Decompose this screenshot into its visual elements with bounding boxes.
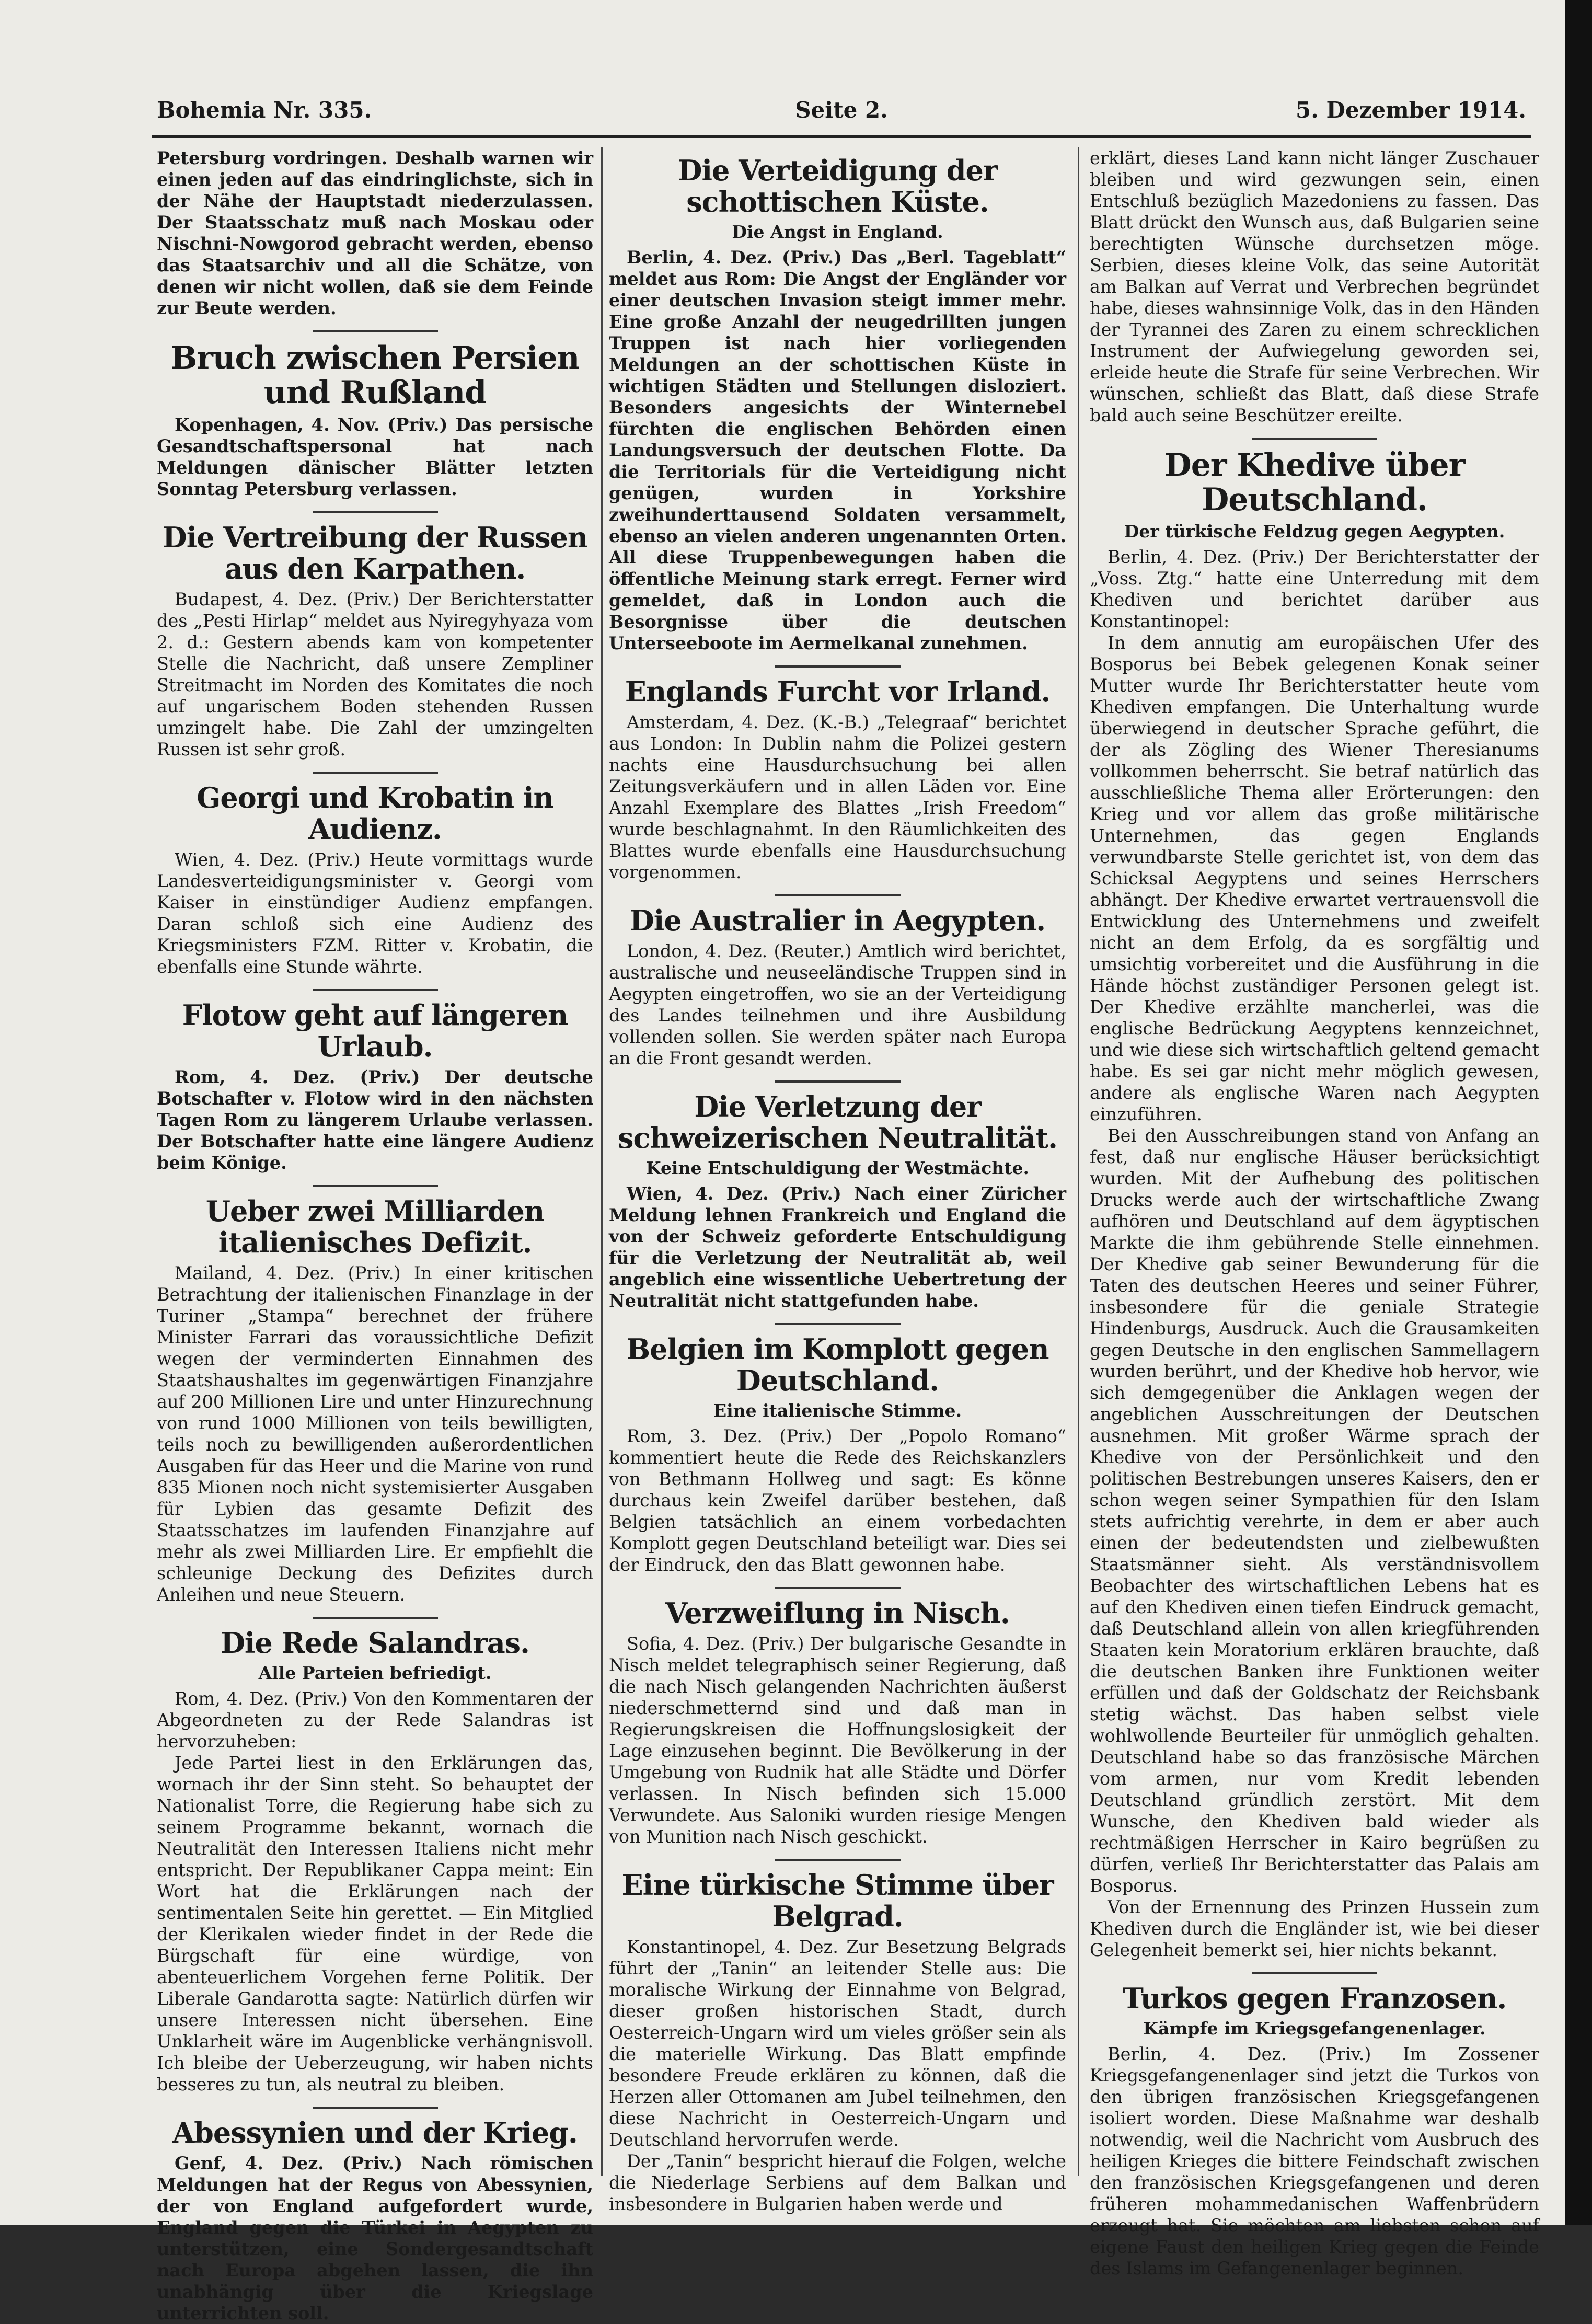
- article-headline: Belgien im Komplott gegen Deutschland.: [626, 1332, 1049, 1397]
- article-headline: Ueber zwei Milliarden italienisches Defizit.: [205, 1194, 545, 1259]
- article-body: Der „Tanin“ bespricht hierauf die Folgen, welche die Niederlage Serbiens auf dem Balkan und insbesondere in Bulgarien haben werde und: [609, 2151, 1066, 2214]
- article-body: Rom, 4. Dez. (Priv.) Von den Kommentaren der Abgeordneten zu der Rede Salandras ist hervorzuheben:: [157, 1688, 593, 1752]
- article-separator: [775, 665, 901, 668]
- article-subheadline: Keine Entschuldigung der Westmächte.: [645, 1158, 1030, 1178]
- article-headline: Bruch zwischen Persien und Rußland: [170, 340, 580, 411]
- article-body: Berlin, 4. Dez. (Priv.) Im Zossener Kriegsgefangenenlager sind jetzt die Turkos von den übrigen französischen Kriegsgefangenen isoliert worden. Diese Maßnahme war deshalb notwendig, weil die Nachricht vom Ausbruch des heiligen Krieges die bittere Feindschaft zwischen den französischen Kriegsgefangenen und deren früheren mohammedanischen Waffenbrüdern erzeugt hat. Sie möchten am liebsten schon auf eigene Faust den heiligen Krieg gegen die Feinde des Islams im Gefangenenlager beginnen.: [1090, 2044, 1539, 2279]
- article-body: Mailand, 4. Dez. (Priv.) In einer kritischen Betrachtung der italienischen Finanzlage in der Turiner „Stampa“ berechnet der frühere Minister Farrari das voraussichtliche Defizit wegen der verminderten Einnahmen des Staatshaushaltes im gegenwärtigen Finanzjahre auf 200 Millionen Lire und unter Hinzurechnung von rund 1000 Millionen von teils bewilligten, teils noch zu bewilligenden außerordentlichen Ausgaben für das Heer und die Marine von rund 835 Mionen noch nicht systemisierter Ausgaben für Lybien das gesamte Defizit des Staatsschatzes im laufenden Finanzjahre auf mehr als zwei Milliarden Lire. Er empfiehlt die schleunige Deckung des Defizites durch Anleihen und neue Steuern.: [157, 1263, 593, 1605]
- article-separator: [313, 989, 438, 991]
- article-headline: Georgi und Krobatin in Audienz.: [197, 781, 553, 846]
- article-body: London, 4. Dez. (Reuter.) Amtlich wird berichtet, australische und neuseeländische Truppen sind in Aegypten eingetroffen, wo sie an der Verteidigung des Landes teilnehmen und ihre Ausbildung vollenden sollen. Sie werden später nach Europa an die Front gesandt werden.: [609, 941, 1066, 1068]
- scan-edge: [1565, 0, 1592, 2225]
- article-body: Wien, 4. Dez. (Priv.) Nach einer Züricher Meldung lehnen Frankreich und England die von der Schweiz geforderte Entschuldigung für die Verletzung der Neutralität ab, weil angeblich eine wissentliche Uebertretung der Neutralität nicht stattgefunden habe.: [609, 1183, 1066, 1311]
- page-number: Seite 2.: [795, 97, 888, 123]
- article-headline: Englands Furcht vor Irland.: [625, 675, 1051, 708]
- article-headline: Die Vertreibung der Russen aus den Karpathen.: [162, 521, 588, 585]
- article-body: Sofia, 4. Dez. (Priv.) Der bulgarische Gesandte in Nisch meldet telegraphisch seiner Regierung, daß die nach Nisch gelangenden Nachrichten äußerst niederschmetternd sind und daß man in Regierungskreisen die Hoffnungslosigkeit der Lage einzusehen beginnt. Die Bevölkerung in der Umgebung von Rudnik hat alle Städte und Dörfer verlassen. In Nisch befinden sich 15.000 Verwundete. Aus Saloniki wurden riesige Mengen von Munition nach Nisch geschickt.: [609, 1633, 1066, 1847]
- article-separator: [775, 1080, 901, 1083]
- article-headline: Turkos gegen Franzosen.: [1122, 1982, 1507, 2015]
- header-rule: [152, 135, 1531, 138]
- article-body: Bei den Ausschreibungen stand von Anfang an fest, daß nur englische Häuser berücksichtigt wurden. Mit der Aufhebung des politischen Drucks werde auch der wirtschaftliche Zwang aufhören und Deutschland auf dem ägyptischen Markte die ihm gebührende Stelle einnehmen. Der Khedive gab seiner Bewunderung für die Taten des deutschen Heeres und seiner Führer, insbesondere für die geniale Strategie Hindenburgs, Ausdruck. Auch die Grausamkeiten gegen Deutsche in den englischen Sammellagern wurden berührt, und der Khedive hob hervor, wie sich demgegenüber die Anklagen wegen der angeblichen Ausschreitungen der Deutschen ausnehmen. Mit großer Wärme sprach der Khedive von der Persönlichkeit und den politischen Bestrebungen unseres Kaisers, den er schon wegen seiner Sympathien für den Islam stets aufrichtig verehrte, in dem er aber auch einen der bedeutendsten und zielbewußten Staatsmänner sieht. Als verständnisvollem Beobachter des wirtschaftlichen Lebens hat es auf den Khediven einen tiefen Eindruck gemacht, daß Deutschland allein von allen kriegführenden Staaten kein Moratorium erklären brauchte, daß die deutschen Banken ihre Funktionen weiter erfüllen und daß der Goldschatz der Reichsbank stetig wächst. Das haben selbst viele wohlwollende Beurteiler für unmöglich gehalten. Deutschland habe so das französische Märchen vom armen, nur vom Kredit lebenden Deutschland gründlich zerstört. Mit dem Wunsche, den Khediven bald wieder als rechtmäßigen Herrscher in Kairo begrüßen zu dürfen, verließ Ihr Berichterstatter das Palais am Bosporus.: [1090, 1125, 1539, 1896]
- column-2: [609, 147, 1066, 2214]
- article-separator: [313, 1185, 438, 1187]
- article-subheadline: Die Angst in England.: [732, 222, 943, 242]
- article-separator: [313, 330, 438, 332]
- article-body: Berlin, 4. Dez. (Priv.) Das „Berl. Tageblatt“ meldet aus Rom: Die Angst der Engländer vor einer deutschen Invasion steigt immer mehr. Eine große Anzahl der neugedrillten jungen Truppen ist nach hier vorliegenden Meldungen an der schottischen Küste in wichtigen Städten und Stellungen disloziert. Besonders angesichts der Winternebel fürchten die englischen Behörden einen Landungsversuch der deutschen Flotte. Da die Territorials für die Verteidigung nicht genügen, wurden in Yorkshire zweihunderttausend Soldaten versammelt, ebenso an vielen anderen ungenannten Orten. All diese Truppenbewegungen haben die öffentliche Meinung stark erregt. Ferner wird gemeldet, daß in London auch die Besorgnisse über die deutschen Unterseeboote im Aermelkanal zunehmen.: [609, 247, 1066, 653]
- article-subheadline: Alle Parteien befriedigt.: [258, 1663, 492, 1683]
- article-body: In dem annutig am europäischen Ufer des Bosporus bei Bebek gelegenen Konak seiner Mutter wurde Ihr Berichterstatter heute vom Khediven empfangen. Die Unterhaltung wurde überwiegend in deutscher Sprache geführt, die der als Zögling des Wiener Theresianums vollkommen beherrscht. Sie betraf natürlich das ausschließliche Thema aller Erörterungen: den Krieg und vor allem das große militärische Unternehmen, das gegen Englands verwundbarste Stelle gerichtet ist, von dem das Schicksal Aegyptens und seines Herrschers abhängt. Der Khedive erwartet vertrauensvoll die Entwicklung des Unternehmens und zweifelt nicht an dem Erfolg, da es sorgfältig und umsichtig vorbereitet und die Ausführung in die Hände höchst zuständiger Personen gelegt ist. Der Khedive erzählte mancherlei, was die englische Bedrückung Aegyptens kennzeichnet, und wie diese sich wirtschaftlich geltend gemacht habe. Es sei gar nicht mehr möglich gewesen, andere als englische Waren nach Aegypten einzuführen.: [1090, 632, 1539, 1124]
- article-subheadline: Kämpfe im Kriegsgefangenenlager.: [1143, 2018, 1486, 2039]
- article-headline: Die Verteidigung der schottischen Küste.: [677, 154, 998, 218]
- article-separator: [775, 894, 901, 896]
- column-1: [157, 147, 593, 2323]
- article-body: Rom, 3. Dez. (Priv.) Der „Popolo Romano“ kommentiert heute die Rede des Reichskanzlers von Bethmann Hollweg und sagt: Es könne durchaus kein Zweifel darüber bestehen, daß Belgien tatsächlich an einem vorbedachten Komplott gegen Deutschland beteiligt war. Dies sei der Eindruck, den das Blatt gewonnen habe.: [609, 1426, 1066, 1575]
- article-continuation: erklärt, dieses Land kann nicht länger Zuschauer bleiben und wird gezwungen sein, einen Entschluß bezüglich Mazedoniens zu fassen. Das Blatt drückt den Wunsch aus, daß Bulgarien seine berechtigten Wünsche durchsetzen möge. Serbien, dieses kleine Volk, das seine Autorität am Balkan auf Verrat und Verbrechen begründet habe, dieses wahnsinnige Volk, das in den Händen der Tyrannei des Zaren zu einem schrecklichen Instrument der Aufwiegelung geworden sei, erleide heute die Strafe für seine Verbrechen. Wir wünschen, schließt das Blatt, daß diese Strafe bald auch seine Beschützer ereilte.: [1090, 148, 1539, 425]
- article-continuation: Petersburg vordringen. Deshalb warnen wir einen jeden auf das eindringlichste, sich in der Nähe der Hauptstadt niederzulassen. Der Staatsschatz muß nach Moskau oder Nischni-Nowgorod gebracht werden, ebenso das Staatsarchiv und all die Schätze, von denen wir nicht wollen, daß sie dem Feinde zur Beute werden.: [157, 148, 593, 318]
- article-body: Wien, 4. Dez. (Priv.) Heute vormittags wurde Landesverteidigungsminister v. Georgi vom Kaiser in einstündiger Audienz empfangen. Daran schloß sich eine Audienz des Kriegsministers FZM. Ritter v. Krobatin, die ebenfalls eine Stunde währte.: [157, 849, 593, 977]
- article-headline: Flotow geht auf längeren Urlaub.: [182, 998, 568, 1063]
- article-separator: [313, 1617, 438, 1619]
- article-body: Jede Partei liest in den Erklärungen das, wornach ihr der Sinn steht. So behauptet der Nationalist Torre, die Regierung habe sich zu seinem Programme bekannt, wornach die Neutralität den Interessen Italiens nicht mehr entspricht. Der Republikaner Cappa meint: Ein Wort hat die Erklärungen nach der sentimentalen Seite hin gerettet. — Ein Mitglied der Klerikalen wieder findet in der Rede die Bürgschaft für eine würdige, von abenteuerlichem Vorgehen ferne Politik. Der Liberale Gandarotta sagte: Natürlich dürfen wir unsere Interessen nicht übersehen. Eine Unklarheit wäre im Augenblicke verhängnisvoll. Ich bleibe der Ueberzeugung, wir haben nichts besseres zu tun, als neutral zu bleiben.: [157, 1753, 593, 2095]
- article-body: Amsterdam, 4. Dez. (K.-B.) „Telegraaf“ berichtet aus London: In Dublin nahm die Polizei gestern nachts eine Hausdurchsuchung bei allen Zeitungsverkäufern und in allen Läden vor. Eine Anzahl Exemplare des Blattes „Irish Freedom“ wurde beschlagnahmt. In den Räumlichkeiten des Blattes wurde ebenfalls eine Hausdurchsuchung vorgenommen.: [609, 712, 1066, 882]
- article-subheadline: Der türkische Feldzug gegen Aegypten.: [1124, 521, 1505, 542]
- article-headline: Verzweiflung in Nisch.: [665, 1596, 1010, 1630]
- article-headline: Die Australier in Aegypten.: [629, 904, 1046, 937]
- article-separator: [1252, 438, 1377, 440]
- article-body: Von der Ernennung des Prinzen Hussein zum Khediven durch die Engländer ist, wie bei dieser Gelegenheit bemerkt sei, hier nichts bekannt.: [1090, 1897, 1539, 1960]
- article-headline: Die Rede Salandras.: [221, 1626, 529, 1660]
- article-separator: [313, 511, 438, 513]
- column-rule: [601, 147, 603, 2176]
- article-separator: [775, 1587, 901, 1589]
- article-headline: Eine türkische Stimme über Belgrad.: [621, 1868, 1054, 1933]
- article-body: Kopenhagen, 4. Nov. (Priv.) Das persische Gesandtschaftspersonal hat nach Meldungen dänischer Blätter letzten Sonntag Petersburg verlassen.: [157, 415, 593, 499]
- article-body: Genf, 4. Dez. (Priv.) Nach römischen Meldungen hat der Regus von Abessynien, der von England aufgefordert wurde, England gegen die Türkei in Aegypten zu unterstützen, eine Sondergesandtschaft nach Europa abgehen lassen, die ihn unabhängig über die Kriegslage unterrichten soll.: [157, 2153, 593, 2323]
- article-separator: [775, 1323, 901, 1325]
- column-rule: [1078, 147, 1079, 2176]
- article-separator: [313, 2107, 438, 2109]
- article-separator: [1252, 1972, 1377, 1974]
- page-header: [157, 93, 1526, 130]
- article-separator: [313, 772, 438, 774]
- issue-number: Bohemia Nr. 335.: [157, 97, 372, 123]
- column-3: [1090, 147, 1539, 2279]
- article-headline: Abessynien und der Krieg.: [172, 2116, 578, 2149]
- article-body: Budapest, 4. Dez. (Priv.) Der Berichterstatter des „Pesti Hirlap“ meldet aus Nyiregyhyaza vom 2. d.: Gestern abends kam von kompetenter Stelle die Nachricht, daß unsere Zempliner Streitmacht im Norden des Komitates die noch auf ungarischem Boden stehenden Russen umzingelt habe. Die Zahl der umzingelten Russen ist sehr groß.: [157, 589, 593, 760]
- article-separator: [775, 1859, 901, 1861]
- article-subheadline: Eine italienische Stimme.: [713, 1400, 962, 1421]
- article-body: Rom, 4. Dez. (Priv.) Der deutsche Botschafter v. Flotow wird in den nächsten Tagen Rom zu längerem Urlaube verlassen. Der Botschafter hatte eine längere Audienz beim Könige.: [157, 1067, 593, 1173]
- issue-date: 5. Dezember 1914.: [1296, 97, 1526, 123]
- article-body: Konstantinopel, 4. Dez. Zur Besetzung Belgrads führt der „Tanin“ an leitender Stelle aus: Die moralische Wirkung der Einnahme von Belgrad, dieser großen historischen Stadt, durch Oesterreich-Ungarn wird um vieles größer sein als die materielle Wirkung. Das Blatt empfinde besondere Freude erklären zu können, daß die Herzen aller Ottomanen am Jubel teilnehmen, den diese Nachricht in Oesterreich-Ungarn und Deutschland hervorrufen werde.: [609, 1937, 1066, 2150]
- article-body: Berlin, 4. Dez. (Priv.) Der Berichterstatter der „Voss. Ztg.“ hatte eine Unterredung mit dem Khediven und berichtet darüber aus Konstantinopel:: [1090, 547, 1539, 631]
- article-headline: Der Khedive über Deutschland.: [1164, 447, 1465, 518]
- article-headline: Die Verletzung der schweizerischen Neutralität.: [618, 1090, 1057, 1155]
